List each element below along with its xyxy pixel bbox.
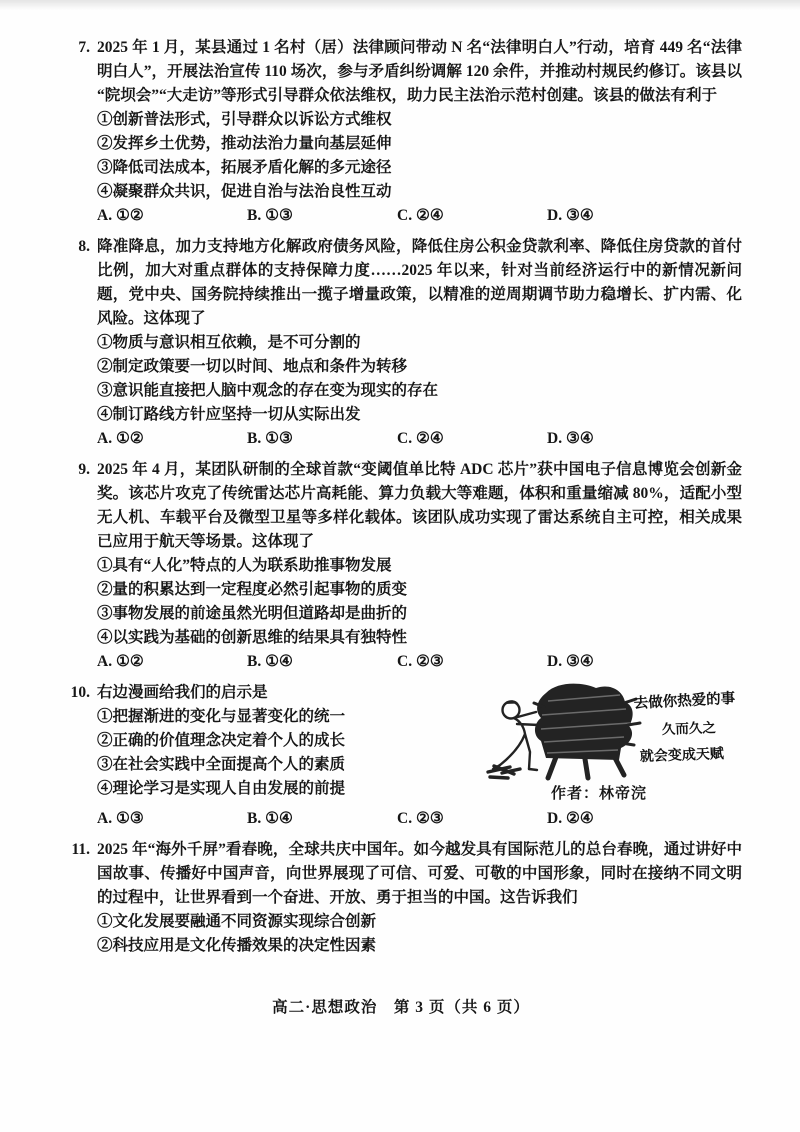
question-7 (60, 36, 742, 228)
option-item: ②量的积累达到一定程度必然引起事物的质变 (97, 581, 408, 598)
page-footer: 高二·思想政治 第 3 页（共 6 页） (272, 999, 530, 1016)
option-item: ②科技应用是文化传播效果的决定性因素 (97, 937, 377, 954)
option-item: ④凝聚群众共识，促进自治与法治良性互动 (97, 183, 392, 200)
choice-d: D. ③④ (547, 430, 594, 447)
option-item: ④理论学习是实现人自由发展的前提 (97, 780, 346, 797)
choice-a: A. ①② (97, 653, 144, 670)
slogan-line-3: 就会变成天赋 (639, 747, 725, 765)
question-9 (60, 458, 742, 674)
answer-choices (97, 427, 742, 451)
option-item: ①物质与意识相互依赖，是不可分割的 (97, 334, 361, 351)
question-number: 8. (78, 238, 90, 255)
choice-c: C. ②③ (397, 810, 444, 827)
choice-a: A. ①② (97, 207, 144, 224)
choice-a: A. ①② (97, 430, 144, 447)
option-item: ③在社会实践中全面提高个人的素质 (97, 756, 346, 773)
question-stem: 2025 年 1 月，某县通过 1 名村（居）法律顾问带动 N 名“法律明白人”行动，培育 449 名“法律明白人”，开展法治宣传 110 场次，参与矛盾纠纷调解 120 余件，并推动村规民约修订。该县以“院坝会”“大走访”等形式引导群众依法维权，助力民主法治示范村创建。该县的做法有利于 (97, 39, 742, 104)
option-item: ②制定政策要一切以时间、地点和条件为转移 (97, 358, 408, 375)
cartoon-drawing (484, 677, 742, 783)
choice-a: A. ①③ (97, 810, 144, 827)
cartoon-caption: 作者：林帝浣 (550, 786, 647, 802)
question-11 (60, 838, 742, 958)
question-stem: 2025 年“海外千屏”看春晚，全球共庆中国年。如今越发具有国际范儿的总台春晚，通过讲好中国故事、传播好中国声音，向世界展现了可信、可爱、可敬的中国形象，同时在接纳不同文明的过程中，让世界看到一个奋进、开放、勇于担当的中国。这告诉我们 (97, 841, 742, 906)
question-number: 7. (78, 39, 90, 56)
answer-choices (97, 807, 742, 831)
option-item: ①具有“人化”特点的人为联系助推事物发展 (97, 557, 392, 574)
option-item: ①创新普法形式，引导群众以诉讼方式维权 (97, 111, 392, 128)
question-stem: 降准降息，加力支持地方化解政府债务风险，降低住房公积金贷款利率、降低住房贷款的首付比例，加大对重点群体的支持保障力度……2025 年以来，针对当前经济运行中的新情况新问题，党中央、国务院持续推出一揽子增量政策，以精准的逆周期调节助力稳增长、扩内需、化风险。这体现了 (97, 238, 742, 327)
choice-b: B. ①④ (247, 810, 293, 827)
answer-choices (97, 204, 742, 228)
question-8 (60, 235, 742, 451)
person-icon (493, 700, 539, 770)
option-item: ①文化发展要融通不同资源实现综合创新 (97, 913, 377, 930)
choice-d: D. ③④ (547, 653, 594, 670)
choice-d: D. ③④ (547, 207, 594, 224)
choice-c: C. ②④ (397, 430, 444, 447)
choice-b: B. ①④ (247, 653, 293, 670)
question-stem: 右边漫画给我们的启示是 (97, 684, 268, 701)
cartoon-slogan (633, 689, 736, 765)
slogan-line-2: 久而久之 (661, 720, 717, 737)
option-item: ④以实践为基础的创新思维的结果具有独特性 (97, 629, 408, 646)
question-stem: 2025 年 4 月，某团队研制的全球首款“变阈值单比特 ADC 芯片”获中国电子信息博览会创新金奖。该芯片攻克了传统雷达芯片高耗能、算力负载大等难题，体积和重量缩减 80%，适配小型无人机、车载平台及微型卫星等多样化载体。该团队成功实现了雷达系统自主可控，相关成果已应用于航天等场景。这体现了 (97, 461, 742, 550)
choice-c: C. ②④ (397, 207, 444, 224)
cartoon-figure (484, 677, 742, 805)
choice-b: B. ①③ (247, 430, 293, 447)
option-item: ①把握渐进的变化与显著变化的统一 (97, 708, 346, 725)
question-10 (60, 681, 742, 831)
option-item: ②发挥乡土优势，推动法治力量向基层延伸 (97, 135, 392, 152)
option-item: ③意识能直接把人脑中观念的存在变为现实的存在 (97, 382, 439, 399)
option-item: ③降低司法成本，拓展矛盾化解的多元途径 (97, 159, 392, 176)
choice-b: B. ①③ (247, 207, 293, 224)
question-number: 9. (78, 461, 90, 478)
option-item: ②正确的价值理念决定着个人的成长 (97, 732, 346, 749)
woodpile-icon (534, 684, 640, 778)
question-number: 10. (70, 684, 90, 701)
option-item: ④制订路线方针应坚持一切从实际出发 (97, 406, 361, 423)
question-number: 11. (71, 841, 90, 858)
answer-choices (97, 650, 742, 674)
option-item: ③事物发展的前途虽然光明但道路却是曲折的 (97, 605, 408, 622)
choice-c: C. ②③ (397, 653, 444, 670)
choice-d: D. ②④ (547, 810, 594, 827)
slogan-line-1: 去做你热爱的事 (633, 690, 736, 712)
